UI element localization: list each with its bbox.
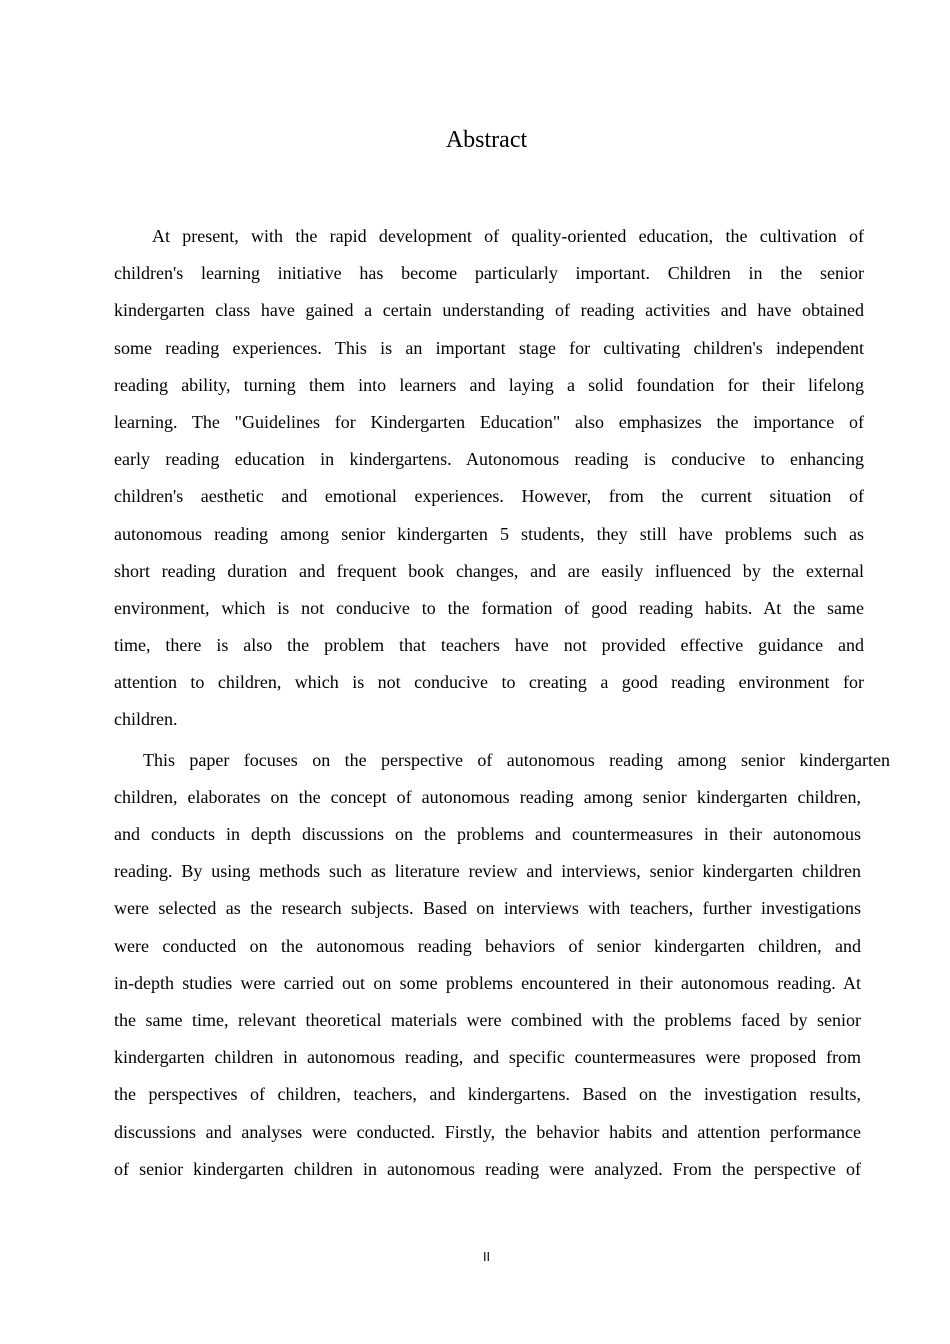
paragraph-line: were conducted on the autonomous reading behaviors of senior kindergarten children, and	[114, 935, 861, 956]
paragraph-line: children's learning initiative has become particularly important. Children in the senior	[114, 263, 864, 284]
paragraph-line: discussions and analyses were conducted. Firstly, the behavior habits and attention performance	[114, 1121, 861, 1142]
paragraph-line: children, elaborates on the concept of autonomous reading among senior kindergarten children,	[114, 786, 861, 807]
paragraph-line: children's aesthetic and emotional experiences. However, from the current situation of	[114, 486, 864, 507]
paragraph-line: the perspectives of children, teachers, and kindergartens. Based on the investigation results,	[114, 1084, 861, 1105]
abstract-title: Abstract	[445, 127, 528, 153]
paragraph-line: learning. The "Guidelines for Kindergarten Education" also emphasizes the importance of	[114, 411, 864, 432]
abstract-paragraph-1	[114, 218, 864, 739]
paragraph-line: This paper focuses on the perspective of autonomous reading among senior kindergarten	[143, 749, 890, 770]
paragraph-line: kindergarten class have gained a certain understanding of reading activities and have obtained	[114, 300, 864, 321]
paragraph-line: children.	[114, 709, 178, 730]
paragraph-line: of senior kindergarten children in autonomous reading were analyzed. From the perspective of	[114, 1158, 861, 1179]
paragraph-line: the same time, relevant theoretical materials were combined with the problems faced by senior	[114, 1009, 861, 1030]
paragraph-line: time, there is also the problem that teachers have not provided effective guidance and	[114, 635, 864, 656]
page-number: II	[482, 1250, 491, 1264]
paragraph-line: some reading experiences. This is an important stage for cultivating children's independent	[114, 337, 864, 358]
paragraph-line: At present, with the rapid development of quality-oriented education, the cultivation of	[152, 226, 864, 246]
paragraph-line: were selected as the research subjects. Based on interviews with teachers, further investigations	[114, 898, 861, 919]
abstract-body	[114, 218, 890, 1191]
paragraph-line: autonomous reading among senior kindergarten 5 students, they still have problems such as	[114, 523, 864, 544]
paragraph-line: reading ability, turning them into learners and laying a solid foundation for their lifelong	[114, 374, 864, 395]
paragraph-line: and conducts in depth discussions on the problems and countermeasures in their autonomous	[114, 824, 861, 844]
paragraph-line: environment, which is not conducive to the formation of good reading habits. At the same	[114, 597, 864, 618]
paragraph-line: reading. By using methods such as literature review and interviews, senior kindergarten children	[114, 861, 861, 882]
abstract-paragraph-2	[114, 742, 890, 1188]
paragraph-line: attention to children, which is not conducive to creating a good reading environment for	[114, 672, 864, 693]
paragraph-line: short reading duration and frequent book changes, and are easily influenced by the external	[114, 560, 864, 581]
paragraph-line: in-depth studies were carried out on some problems encountered in their autonomous reading. At	[114, 972, 861, 993]
paragraph-line: early reading education in kindergartens. Autonomous reading is conducive to enhancing	[114, 449, 864, 470]
paragraph-line: kindergarten children in autonomous reading, and specific countermeasures were proposed from	[114, 1047, 861, 1068]
